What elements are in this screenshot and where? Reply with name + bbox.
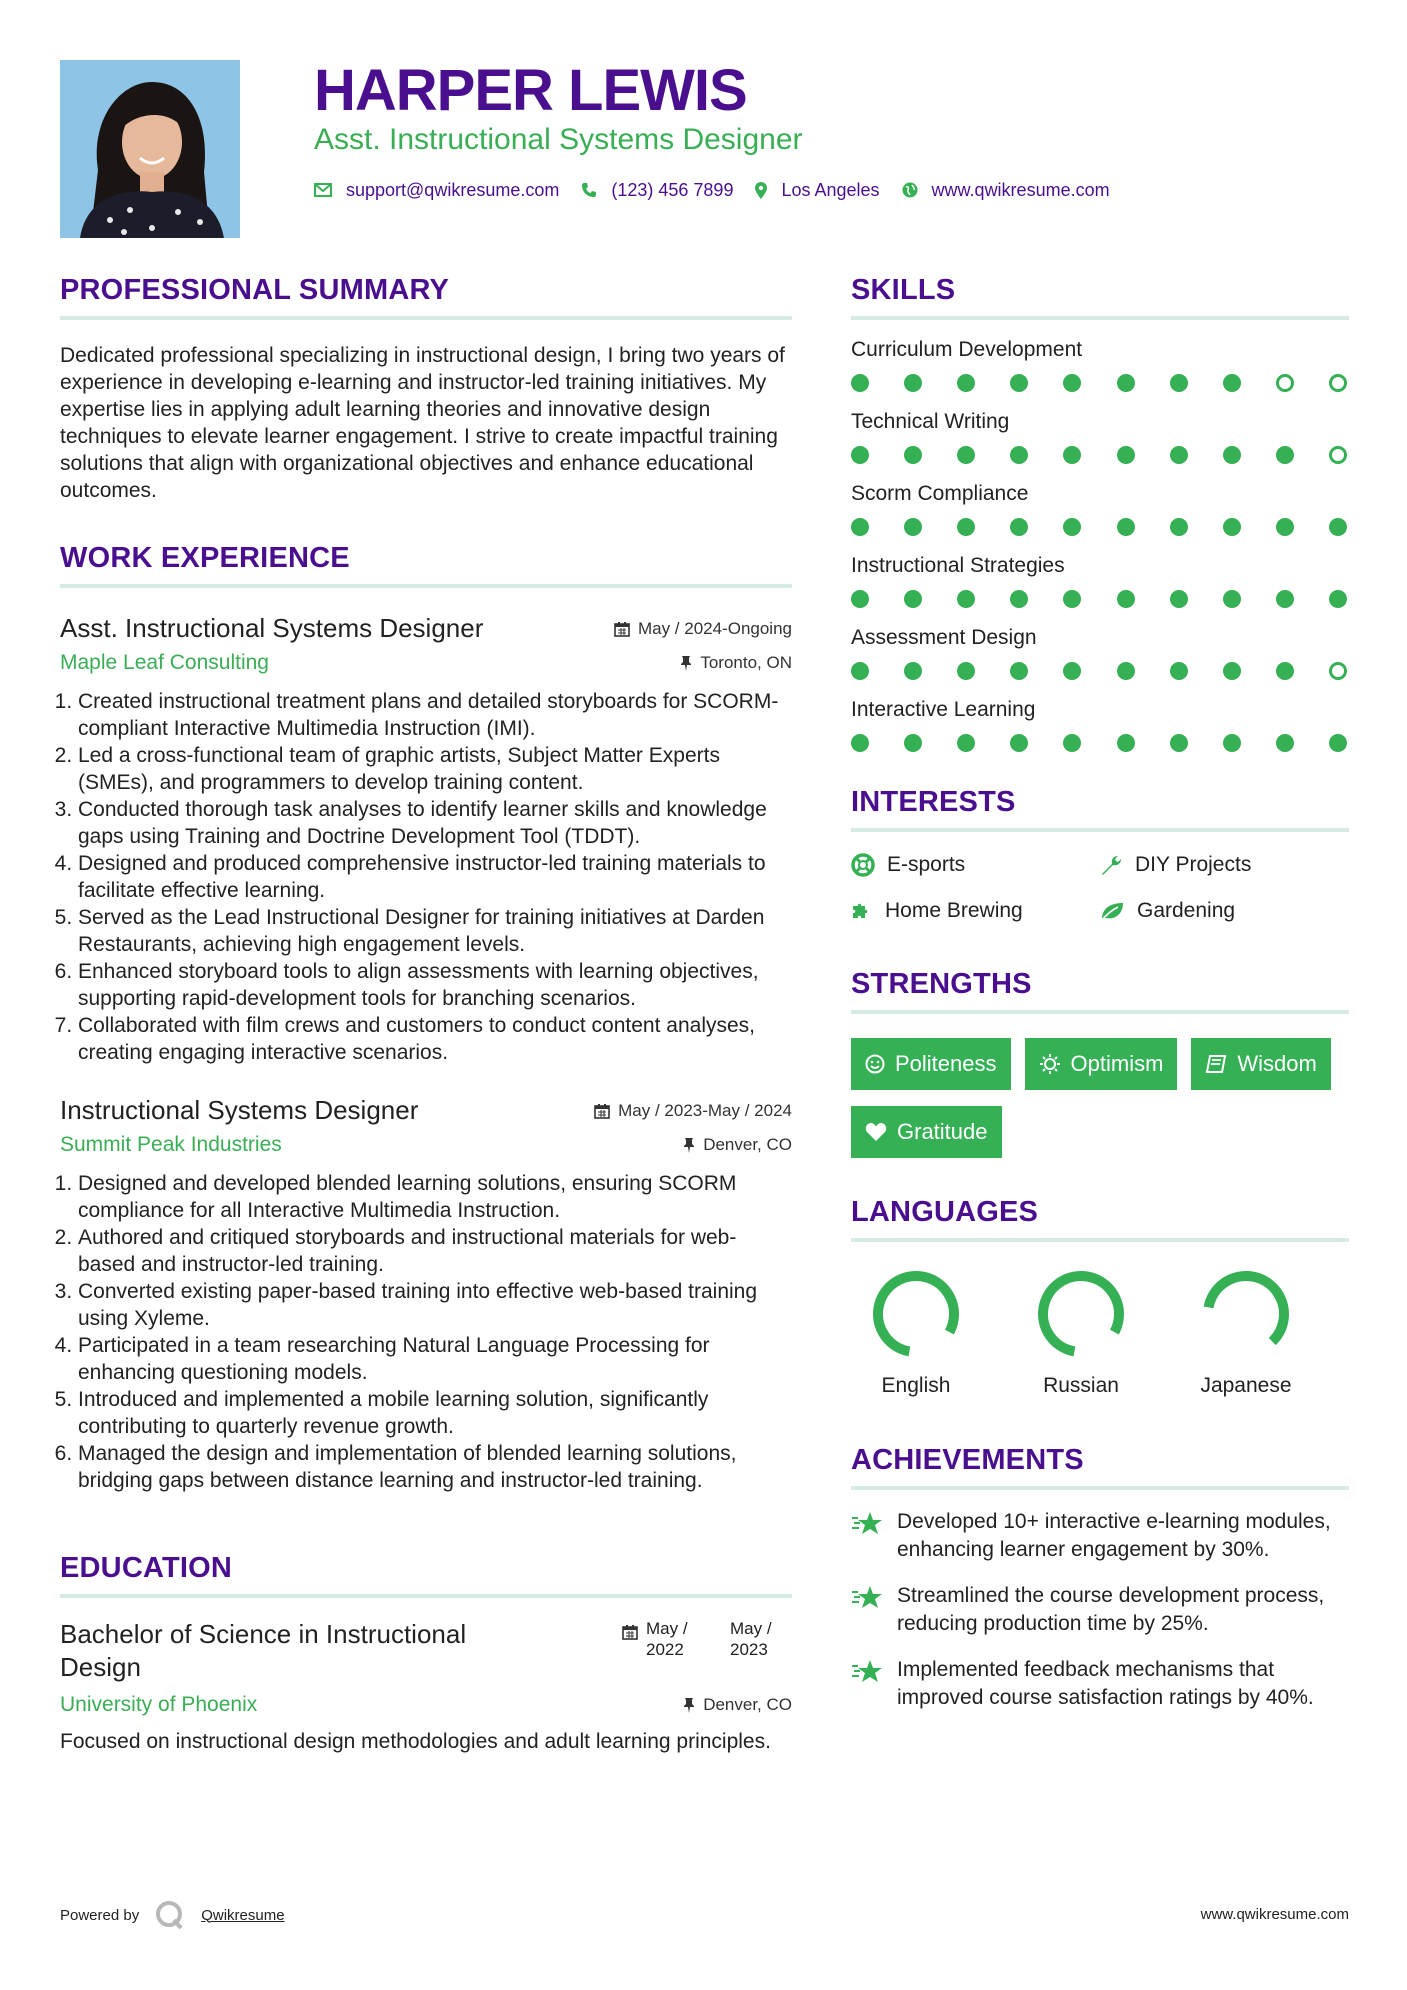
rating-dot-filled [1276,734,1294,752]
envelope-icon [314,183,332,197]
company-name: Maple Leaf Consulting [60,651,269,674]
profile-photo [60,60,240,238]
rating-dot-filled [1276,662,1294,680]
job-entry [60,612,792,1066]
rating-dot-filled [904,518,922,536]
pushpin-icon [683,1697,695,1713]
rating-dot-filled [851,662,869,680]
skill-rating [851,662,1349,680]
rating-dot-filled [957,590,975,608]
rating-dot-filled [957,734,975,752]
rating-dot-filled [1010,734,1028,752]
skill-item [851,552,1349,608]
calendar-icon [594,1103,610,1119]
rating-dot-filled [1223,446,1241,464]
list-item: 2. Authored and critiqued storyboards and instructional materials for web-based and instructor-led training. [78,1224,792,1278]
calendar-icon [622,1624,638,1640]
rating-dot-filled [1117,374,1135,392]
achievement-text: Implemented feedback mechanisms that improved course satisfaction ratings by 40%. [897,1658,1314,1709]
skill-rating [851,590,1349,608]
language-proficiency-ring [870,1268,962,1360]
rating-dot-filled [1117,734,1135,752]
list-item: 6. Enhanced storyboard tools to align assessments with learning objectives, supporting rapid-development tools for branching scenarios. [78,958,792,1012]
location-text: Los Angeles [781,180,880,200]
rating-dot-empty [1329,374,1347,392]
rating-dot-filled [904,662,922,680]
rating-dot-filled [1117,662,1135,680]
job-bullets [60,688,792,1066]
strength-badge [851,1106,1002,1158]
language-name: English [881,1374,951,1397]
job-title: Instructional Systems Designer [60,1095,419,1125]
summary-heading: PROFESSIONAL SUMMARY [60,272,792,320]
language-name: Japanese [1200,1374,1292,1397]
sun-icon [1039,1053,1061,1075]
strength-label: Politeness [895,1051,997,1076]
rating-dot-filled [851,374,869,392]
list-item: 2. Led a cross-functional team of graphic artists, Subject Matter Experts (SMEs), and programmers to develop training content. [78,742,792,796]
skill-item [851,336,1349,392]
puzzle-icon [851,900,873,922]
school-name: University of Phoenix [60,1693,258,1716]
interests-list [851,852,1349,924]
star-icon [851,1658,883,1686]
rating-dot-filled [957,374,975,392]
rating-dot-filled [1223,734,1241,752]
achievements-heading: ACHIEVEMENTS [851,1442,1349,1490]
job-dates-text: May / 2023-May / 2024 [618,1101,792,1120]
education-end: May / 2023 [730,1619,772,1659]
rating-dot-filled [1329,590,1347,608]
wrench-icon [1099,853,1123,877]
star-icon [851,1510,883,1538]
strengths-heading: STRENGTHS [851,966,1349,1014]
leaf-icon [1099,900,1125,922]
rating-dot-filled [851,446,869,464]
rating-dot-filled [1276,590,1294,608]
achievements-list [851,1508,1349,1712]
rating-dot-empty [1276,374,1294,392]
interest-item [1099,852,1349,878]
rating-dot-filled [1117,446,1135,464]
education-start: May / 2022 [646,1619,688,1659]
language-item [1181,1268,1311,1398]
rating-dot-filled [1063,518,1081,536]
list-item: 3. Converted existing paper-based training into effective web-based training using Xyleme. [78,1278,792,1332]
rating-dot-filled [904,374,922,392]
contact-location [755,178,879,202]
interest-item [1099,898,1349,924]
list-item: 1. Designed and developed blended learning solutions, ensuring SCORM compliance for all Interactive Multimedia Instruction. [78,1170,792,1224]
rating-dot-filled [1170,518,1188,536]
company-name: Summit Peak Industries [60,1133,282,1156]
language-item [1016,1268,1146,1398]
website-text: www.qwikresume.com [931,180,1110,200]
list-item: 6. Managed the design and implementation of blended learning solutions, bridging gaps between distance learning and instructor-led training. [78,1440,792,1494]
skill-name: Scorm Compliance [851,482,1029,505]
rating-dot-filled [904,734,922,752]
strength-label: Wisdom [1237,1051,1317,1076]
right-column [851,272,1349,1712]
skill-name: Instructional Strategies [851,554,1065,577]
rating-dot-filled [1223,374,1241,392]
education-entry [60,1618,792,1684]
contact-bar [314,178,1132,202]
strength-badge [851,1038,1011,1090]
star-icon [851,1584,883,1612]
email-text: support@qwikresume.com [346,180,560,200]
rating-dot-filled [1170,734,1188,752]
interest-item [851,852,1099,878]
rating-dot-filled [1223,590,1241,608]
rating-dot-filled [1223,518,1241,536]
pushpin-icon [680,655,692,671]
education-heading: EDUCATION [60,1550,792,1598]
skills-heading: SKILLS [851,272,1349,320]
candidate-title: Asst. Instructional Systems Designer [314,123,803,156]
language-item [851,1268,981,1398]
skill-rating [851,446,1349,464]
interest-label: DIY Projects [1135,853,1252,876]
list-item: 4. Participated in a team researching Natural Language Processing for enhancing questioning models. [78,1332,792,1386]
candidate-name: HARPER LEWIS [314,58,747,123]
footer-powered-by [60,1898,285,1932]
list-item: 1. Created instructional treatment plans and detailed storyboards for SCORM-compliant Interactive Multimedia Instruction (IMI). [78,688,792,742]
rating-dot-filled [1223,662,1241,680]
job-dates [594,1101,792,1121]
brand-link[interactable]: Qwikresume [201,1906,285,1924]
rating-dot-filled [1063,662,1081,680]
job-location [680,653,792,673]
work-heading: WORK EXPERIENCE [60,540,792,588]
list-item: 5. Served as the Lead Instructional Designer for training initiatives at Darden Restaurants, achieving high engagement levels. [78,904,792,958]
life-ring-icon [851,853,875,877]
list-item: 7. Collaborated with film crews and customers to conduct content analyses, creating engaging interactive scenarios. [78,1012,792,1066]
rating-dot-filled [1170,446,1188,464]
interest-label: Gardening [1137,899,1236,922]
summary-text: Dedicated professional specializing in instructional design, I bring two years of experience in developing e-learning and instructor-led training initiatives. My expertise lies in applying adult learning theories and innovative design techniques to elevate learner engagement. I strive to create impactful training solutions that align with organizational objectives and enhance educational outcomes. [60,344,785,502]
rating-dot-filled [904,590,922,608]
rating-dot-filled [1329,734,1347,752]
skill-name: Curriculum Development [851,338,1083,361]
skill-item [851,624,1349,680]
languages-list [851,1268,1311,1398]
interest-label: Home Brewing [885,899,1023,922]
rating-dot-filled [851,590,869,608]
education-location [683,1695,792,1715]
rating-dot-filled [1010,590,1028,608]
smile-icon [865,1054,885,1074]
rating-dot-filled [1010,518,1028,536]
language-proficiency-ring [1200,1268,1292,1360]
skills-list [851,336,1349,752]
rating-dot-filled [1276,518,1294,536]
skill-item [851,696,1349,752]
languages-heading: LANGUAGES [851,1194,1349,1242]
rating-dot-filled [1063,374,1081,392]
left-column [60,272,792,1755]
strength-badge [1191,1038,1330,1090]
rating-dot-filled [1117,518,1135,536]
list-item: 3. Conducted thorough task analyses to identify learner skills and knowledge gaps using Training and Doctrine Development Tool (TDDT). [78,796,792,850]
heart-icon [865,1122,887,1142]
rating-dot-filled [1276,446,1294,464]
phone-icon [581,182,597,198]
strength-badge [1025,1038,1178,1090]
powered-by-label: Powered by [60,1906,140,1924]
degree-title: Bachelor of Science in Instructional Design [60,1619,467,1682]
language-name: Russian [1043,1374,1119,1397]
achievement-item [851,1582,1349,1638]
education-dates [622,1618,792,1660]
achievement-item [851,1508,1349,1564]
achievement-text: Developed 10+ interactive e-learning modules, enhancing learner engagement by 30%. [897,1510,1331,1561]
qwikresume-logo-icon [153,1898,187,1932]
rating-dot-filled [1063,446,1081,464]
rating-dot-filled [1329,518,1347,536]
globe-icon [902,182,918,198]
rating-dot-filled [957,446,975,464]
education-description: Focused on instructional design methodologies and adult learning principles. [60,1730,771,1753]
book-icon [1205,1054,1227,1074]
language-arc [1037,1270,1125,1358]
language-arc [1202,1270,1290,1358]
map-pin-icon [755,182,767,199]
list-item: 5. Introduced and implemented a mobile learning solution, significantly contributing to quarterly revenue growth. [78,1386,792,1440]
rating-dot-filled [1117,590,1135,608]
job-bullets [60,1170,792,1494]
rating-dot-filled [851,518,869,536]
rating-dot-filled [1170,590,1188,608]
rating-dot-filled [957,518,975,536]
list-item: 4. Designed and produced comprehensive instructor-led training materials to facilitate effective learning. [78,850,792,904]
achievement-text: Streamlined the course development process, reducing production time by 25%. [897,1584,1325,1635]
rating-dot-filled [1010,374,1028,392]
rating-dot-filled [1170,662,1188,680]
phone-text: (123) 456 7899 [611,180,734,200]
rating-dot-filled [1010,446,1028,464]
job-title: Asst. Instructional Systems Designer [60,613,484,643]
contact-phone[interactable] [581,178,733,202]
education-location-text: Denver, CO [703,1695,792,1714]
strength-label: Optimism [1070,1051,1164,1076]
job-location-text: Denver, CO [703,1135,792,1154]
calendar-icon [614,621,630,637]
strength-label: Gratitude [897,1119,988,1144]
rating-dot-empty [1329,662,1347,680]
job-dates-text: May / 2024-Ongoing [637,619,792,638]
rating-dot-filled [1063,734,1081,752]
skill-rating [851,374,1349,392]
skill-rating [851,518,1349,536]
language-arc [872,1270,960,1358]
language-proficiency-ring [1035,1268,1127,1360]
rating-dot-filled [1010,662,1028,680]
skill-name: Assessment Design [851,626,1037,649]
job-location-text: Toronto, ON [700,653,792,672]
footer-website[interactable]: www.qwikresume.com [1200,1906,1349,1923]
pushpin-icon [683,1137,695,1153]
rating-dot-filled [1170,374,1188,392]
rating-dot-empty [1329,446,1347,464]
rating-dot-filled [904,446,922,464]
job-location [683,1135,792,1155]
contact-email[interactable] [314,178,559,202]
interest-item [851,898,1099,924]
interest-label: E-sports [887,853,966,876]
contact-website[interactable] [902,178,1110,202]
skill-item [851,480,1349,536]
skill-name: Interactive Learning [851,698,1036,721]
strengths-list [851,1038,1349,1158]
skill-name: Technical Writing [851,410,1010,433]
skill-rating [851,734,1349,752]
rating-dot-filled [1063,590,1081,608]
skill-item [851,408,1349,464]
achievement-item [851,1656,1349,1712]
job-dates [614,619,792,639]
interests-heading: INTERESTS [851,784,1349,832]
job-entry [60,1094,792,1494]
rating-dot-filled [851,734,869,752]
rating-dot-filled [957,662,975,680]
